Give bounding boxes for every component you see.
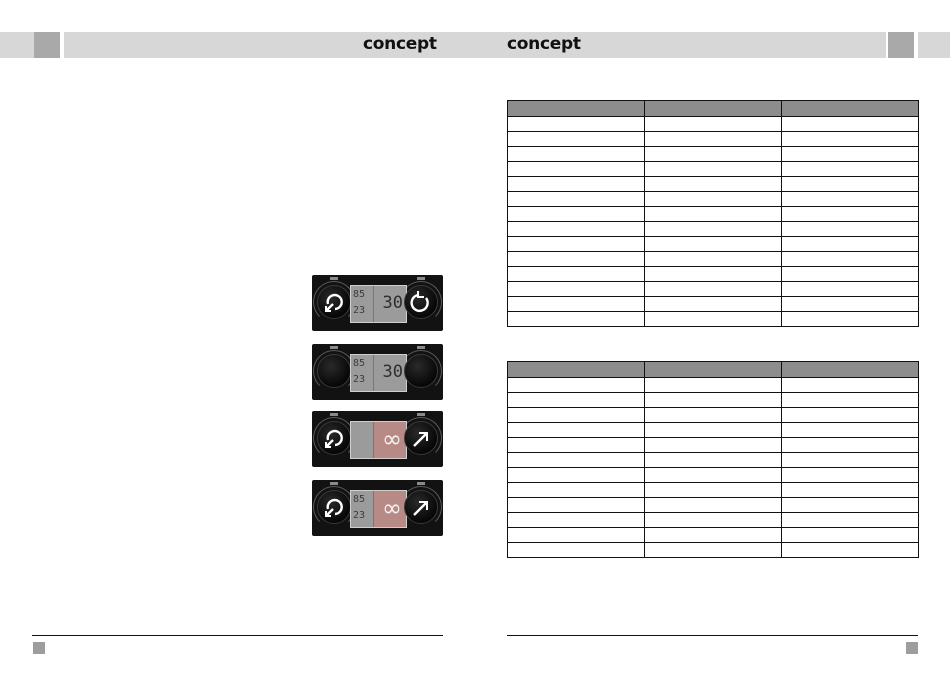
table-cell xyxy=(782,438,919,453)
table-cell xyxy=(782,192,919,207)
table-cell xyxy=(782,498,919,513)
table-cell xyxy=(782,252,919,267)
table-cell xyxy=(782,393,919,408)
table-cell xyxy=(645,267,782,282)
lcd-display xyxy=(350,490,407,528)
table-cell xyxy=(782,453,919,468)
table-2 xyxy=(507,361,919,558)
table-cell xyxy=(645,252,782,267)
table-row xyxy=(508,393,919,408)
header-square-right xyxy=(888,32,914,58)
table-cell xyxy=(645,117,782,132)
table-cell xyxy=(645,237,782,252)
table-header-cell xyxy=(782,362,919,378)
table-cell xyxy=(645,468,782,483)
table-cell xyxy=(782,312,919,327)
table-cell xyxy=(645,162,782,177)
table-cell xyxy=(645,378,782,393)
knob-right xyxy=(404,354,438,388)
table-cell xyxy=(508,498,645,513)
table-header-cell xyxy=(645,362,782,378)
table-cell xyxy=(782,222,919,237)
table-cell xyxy=(645,528,782,543)
table-cell xyxy=(508,528,645,543)
table-row xyxy=(508,192,919,207)
table-cell xyxy=(508,468,645,483)
lcd-bottom-digits: 23 xyxy=(353,374,366,385)
table-header-cell xyxy=(645,101,782,117)
table-cell xyxy=(508,408,645,423)
table-row xyxy=(508,378,919,393)
control-panel-photo-1 xyxy=(312,275,443,331)
rotate-ccw-icon xyxy=(404,285,438,319)
control-panel-photo-3 xyxy=(312,411,443,467)
table-cell xyxy=(645,498,782,513)
table-cell xyxy=(508,297,645,312)
table-cell xyxy=(508,192,645,207)
lcd-display xyxy=(350,354,407,392)
table-row xyxy=(508,297,919,312)
table-row xyxy=(508,207,919,222)
table-cell xyxy=(508,423,645,438)
table-cell xyxy=(508,312,645,327)
table-cell xyxy=(782,132,919,147)
table-header-row xyxy=(508,101,919,117)
rotate-arrow-icon xyxy=(317,285,351,319)
table-cell xyxy=(645,408,782,423)
lcd-main-digits: 30 xyxy=(382,362,403,382)
table-header-cell xyxy=(508,362,645,378)
table-cell xyxy=(645,453,782,468)
table-cell xyxy=(645,393,782,408)
table-cell xyxy=(508,513,645,528)
arrow-up-right-icon xyxy=(404,421,438,455)
table-cell xyxy=(645,207,782,222)
control-panel-photo-2 xyxy=(312,344,443,400)
table-cell xyxy=(645,192,782,207)
table-cell xyxy=(782,147,919,162)
table-row xyxy=(508,147,919,162)
table-cell xyxy=(645,483,782,498)
table-cell xyxy=(508,117,645,132)
table-row xyxy=(508,117,919,132)
table-cell xyxy=(782,207,919,222)
header-bar-main xyxy=(64,32,886,58)
table-row xyxy=(508,267,919,282)
table-row xyxy=(508,543,919,558)
footer-rule-left xyxy=(32,635,443,636)
table-cell xyxy=(782,543,919,558)
table-cell xyxy=(645,438,782,453)
table-row xyxy=(508,498,919,513)
table-cell xyxy=(508,207,645,222)
lcd-top-digits: 85 xyxy=(353,289,366,300)
table-header-row xyxy=(508,362,919,378)
table-cell xyxy=(508,267,645,282)
lcd-top-digits: 85 xyxy=(353,494,366,505)
page-marker-left xyxy=(33,642,45,654)
table-row xyxy=(508,252,919,267)
page-marker-right xyxy=(906,642,918,654)
table-cell xyxy=(645,222,782,237)
table-row xyxy=(508,237,919,252)
table-cell xyxy=(782,267,919,282)
header-bar-right xyxy=(918,32,950,58)
table-cell xyxy=(508,162,645,177)
table-cell xyxy=(508,132,645,147)
table-cell xyxy=(508,177,645,192)
rotate-arrow-icon xyxy=(317,421,351,455)
table-row xyxy=(508,408,919,423)
table-cell xyxy=(782,378,919,393)
table-cell xyxy=(782,297,919,312)
lcd-bottom-digits: 23 xyxy=(353,510,366,521)
table-cell xyxy=(782,237,919,252)
table-cell xyxy=(645,312,782,327)
table-row xyxy=(508,438,919,453)
infinity-icon: ∞ xyxy=(382,494,402,522)
lcd-display xyxy=(350,285,407,323)
table-row xyxy=(508,222,919,237)
lcd-main-digits: 30 xyxy=(382,293,403,313)
table-row xyxy=(508,132,919,147)
logo-left: concept xyxy=(363,34,437,54)
table-cell xyxy=(645,513,782,528)
table-cell xyxy=(508,282,645,297)
table-cell xyxy=(508,378,645,393)
table-cell xyxy=(782,162,919,177)
table-1 xyxy=(507,100,919,327)
footer-rule-right xyxy=(507,635,918,636)
table-cell xyxy=(645,297,782,312)
table-cell xyxy=(508,483,645,498)
table-cell xyxy=(508,237,645,252)
table-header-cell xyxy=(508,101,645,117)
table-row xyxy=(508,528,919,543)
arrow-up-right-icon xyxy=(404,490,438,524)
table-cell xyxy=(645,177,782,192)
table-row xyxy=(508,513,919,528)
table-cell xyxy=(782,177,919,192)
table-row xyxy=(508,282,919,297)
table-row xyxy=(508,312,919,327)
table-cell xyxy=(645,147,782,162)
knob-left xyxy=(317,354,351,388)
table-cell xyxy=(508,252,645,267)
logo-right: concept xyxy=(507,34,581,54)
table-cell xyxy=(508,393,645,408)
table-cell xyxy=(782,468,919,483)
table-cell xyxy=(645,423,782,438)
table-cell xyxy=(508,438,645,453)
header-square-left xyxy=(34,32,60,58)
lcd-bottom-digits: 23 xyxy=(353,305,366,316)
header-bar-left xyxy=(0,32,34,58)
lcd-top-digits: 85 xyxy=(353,358,366,369)
table-row xyxy=(508,162,919,177)
table-row xyxy=(508,453,919,468)
table-cell xyxy=(782,117,919,132)
lcd-display xyxy=(350,421,407,459)
table-cell xyxy=(782,282,919,297)
infinity-icon: ∞ xyxy=(382,425,402,453)
table-row xyxy=(508,483,919,498)
table-cell xyxy=(782,483,919,498)
table-cell xyxy=(645,132,782,147)
control-panel-photo-4 xyxy=(312,480,443,536)
table-row xyxy=(508,423,919,438)
table-row xyxy=(508,468,919,483)
table-row xyxy=(508,177,919,192)
table-cell xyxy=(645,543,782,558)
table-cell xyxy=(782,513,919,528)
table-cell xyxy=(508,147,645,162)
table-cell xyxy=(508,222,645,237)
table-header-cell xyxy=(782,101,919,117)
rotate-arrow-icon xyxy=(317,490,351,524)
table-cell xyxy=(782,528,919,543)
table-cell xyxy=(782,408,919,423)
table-cell xyxy=(782,423,919,438)
table-cell xyxy=(645,282,782,297)
table-cell xyxy=(508,543,645,558)
table-cell xyxy=(508,453,645,468)
